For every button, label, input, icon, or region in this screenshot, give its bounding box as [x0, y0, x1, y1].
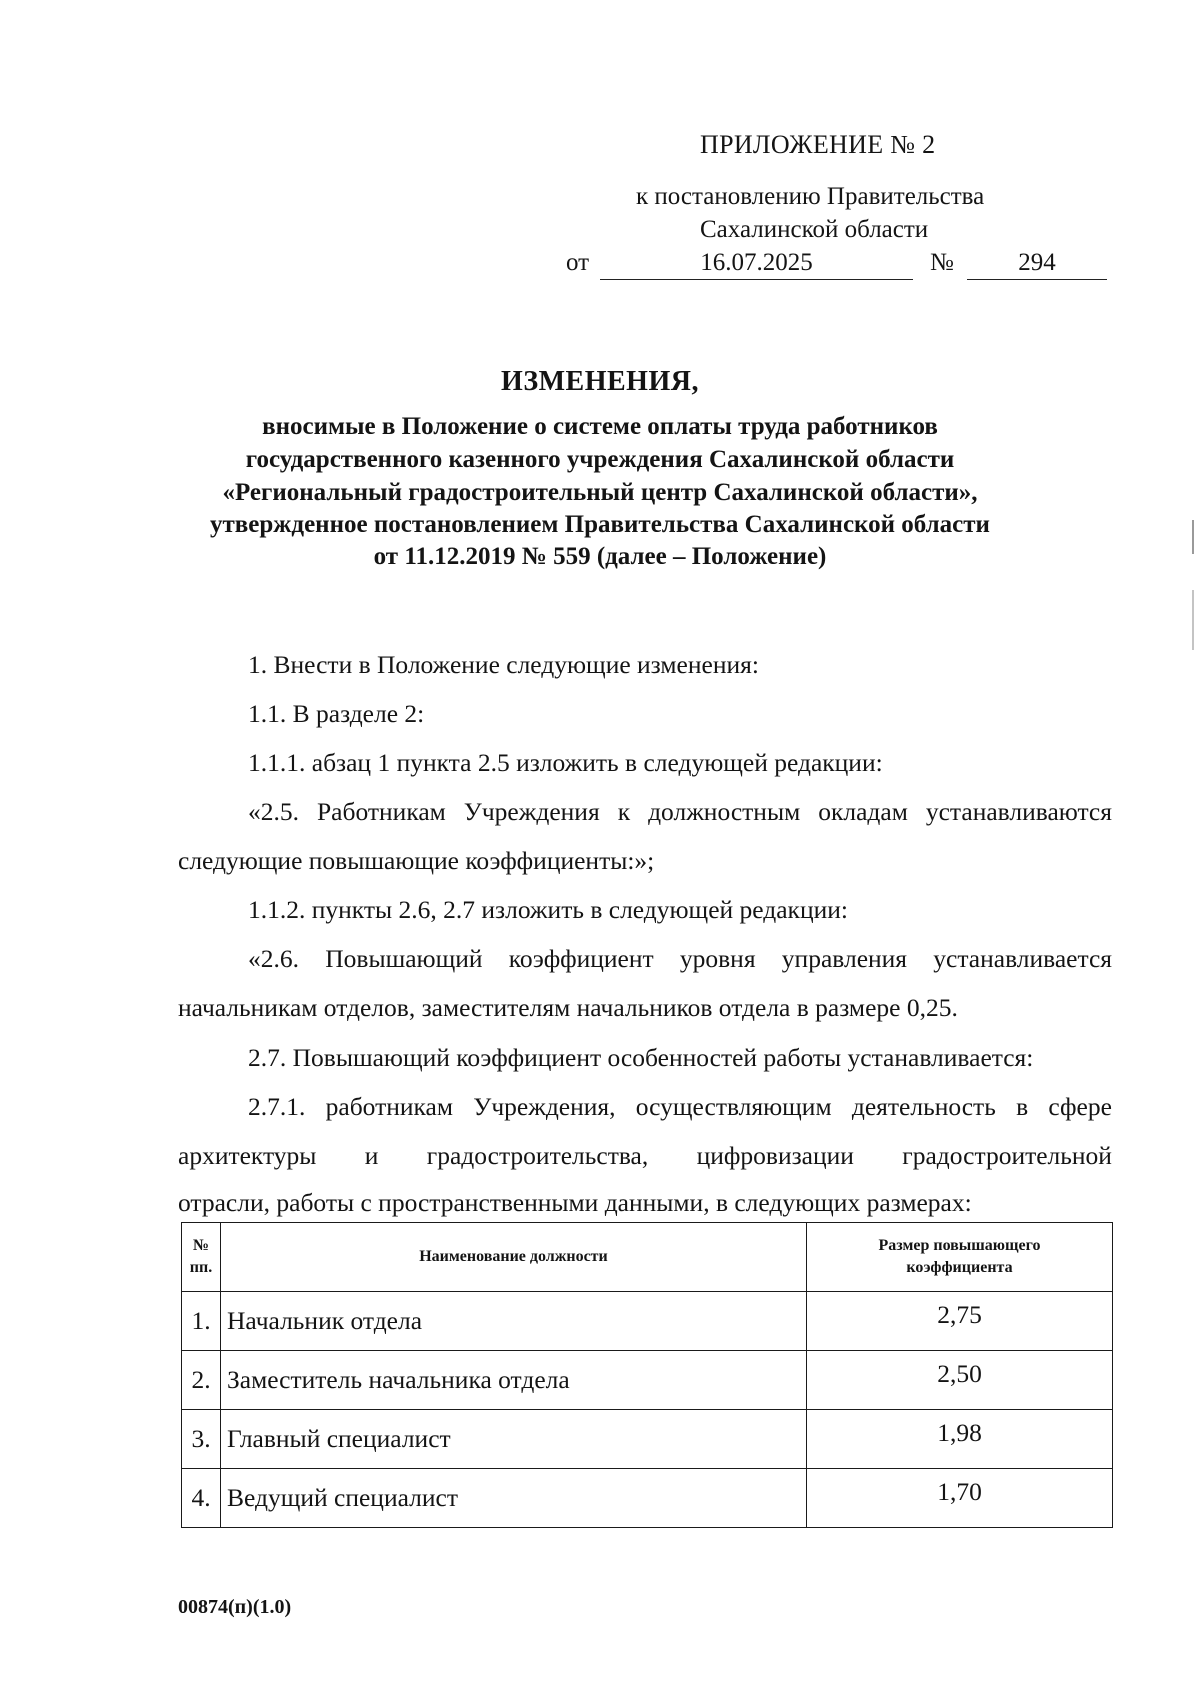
paragraph-2-6-line-1 [248, 944, 1112, 974]
table-header-row [182, 1223, 1113, 1292]
paragraph-1: 1. Внести в Положение следующие изменения: [248, 650, 759, 679]
word: работникам [325, 1092, 453, 1121]
paragraph-1-1: 1.1. В разделе 2: [248, 699, 425, 728]
paragraph-2-7-1-line-3: отрасли, работы с пространственными данными, в следующих размерах: [178, 1188, 972, 1217]
date-label: от [566, 249, 590, 276]
word: 2.7.1. [248, 1092, 306, 1121]
word: деятельность [851, 1092, 996, 1121]
document-code: 00874(п)(1.0) [178, 1596, 292, 1618]
word: окладам [818, 797, 908, 826]
header-number-line2: пп. [189, 1259, 213, 1276]
resolution-reference-line2: Сахалинской области [700, 216, 929, 243]
word: уровня [679, 944, 756, 973]
word: цифровизации [696, 1141, 854, 1170]
paragraph-2-7-1-line-1 [248, 1092, 1112, 1122]
coefficient-table [181, 1222, 1113, 1528]
appendix-title: ПРИЛОЖЕНИЕ № 2 [700, 130, 936, 159]
word: «2.6. [248, 944, 299, 973]
paragraph-2-5-line-1 [248, 797, 1112, 827]
word: Работникам [317, 797, 446, 826]
subtitle-line-1: вносимые в Положение о системе оплаты труда работников [262, 413, 938, 440]
row-coefficient: 2,50 [807, 1351, 1113, 1410]
subtitle-line-2: государственного казенного учреждения Сахалинской области [245, 446, 955, 473]
row-position-name: Главный специалист [221, 1410, 807, 1469]
document-title: ИЗМЕНЕНИЯ, [501, 366, 699, 397]
row-number: 1. [182, 1292, 221, 1351]
resolution-number: 294 [967, 246, 1107, 280]
word: управления [781, 944, 908, 973]
row-coefficient: 1,70 [807, 1469, 1113, 1528]
paragraph-2-7: 2.7. Повышающий коэффициент особенностей работы устанавливается: [248, 1043, 1034, 1072]
resolution-reference-line1: к постановлению Правительства [636, 183, 985, 210]
word: и [364, 1141, 379, 1170]
paragraph-1-1-1: 1.1.1. абзац 1 пункта 2.5 изложить в следующей редакции: [248, 748, 883, 777]
word: Повышающий [325, 944, 483, 973]
word: «2.5. [248, 797, 299, 826]
table-row [182, 1292, 1113, 1351]
word: в [1016, 1092, 1029, 1121]
header-number [182, 1223, 221, 1292]
table-row [182, 1469, 1113, 1528]
header-position-name: Наименование должности [221, 1223, 807, 1292]
row-coefficient: 2,75 [807, 1292, 1113, 1351]
word: к [617, 797, 631, 826]
header-coefficient-line1: Размер повышающего [878, 1237, 1041, 1254]
paragraph-2-7-1-line-2 [178, 1141, 1112, 1171]
word: осуществляющим [635, 1092, 832, 1121]
word: должностным [648, 797, 801, 826]
number-sign: № [930, 249, 954, 276]
row-number: 2. [182, 1351, 221, 1410]
word: устанавливается [933, 944, 1112, 973]
word: градостроительной [902, 1141, 1112, 1170]
word: Учреждения, [473, 1092, 616, 1121]
row-position-name: Ведущий специалист [221, 1469, 807, 1528]
header-coefficient [807, 1223, 1113, 1292]
subtitle-line-5: от 11.12.2019 № 559 (далее – Положение) [373, 543, 827, 570]
word: устанавливаются [925, 797, 1112, 826]
paragraph-2-5-line-2: следующие повышающие коэффициенты:»; [178, 846, 655, 875]
subtitle-line-3: «Региональный градостроительный центр Сахалинской области», [222, 479, 978, 506]
word: градостроительства, [426, 1141, 649, 1170]
paragraph-1-1-2: 1.1.2. пункты 2.6, 2.7 изложить в следующей редакции: [248, 895, 848, 924]
row-position-name: Начальник отдела [221, 1292, 807, 1351]
word: коэффициент [508, 944, 654, 973]
paragraph-2-6-line-2: начальникам отделов, заместителям начальников отдела в размере 0,25. [178, 993, 958, 1022]
scan-edge-mark [1192, 520, 1194, 554]
header-number-line1: № [192, 1237, 210, 1254]
subtitle-line-4: утвержденное постановлением Правительства Сахалинской области [210, 511, 990, 538]
table-row [182, 1410, 1113, 1469]
scan-edge-mark [1192, 590, 1194, 650]
row-position-name: Заместитель начальника отдела [221, 1351, 807, 1410]
row-coefficient: 1,98 [807, 1410, 1113, 1469]
word: Учреждения [463, 797, 600, 826]
word: архитектуры [178, 1141, 317, 1170]
resolution-date: 16.07.2025 [600, 246, 913, 280]
row-number: 3. [182, 1410, 221, 1469]
table-row [182, 1351, 1113, 1410]
row-number: 4. [182, 1469, 221, 1528]
header-coefficient-line2: коэффициента [906, 1259, 1013, 1276]
word: сфере [1048, 1092, 1112, 1121]
